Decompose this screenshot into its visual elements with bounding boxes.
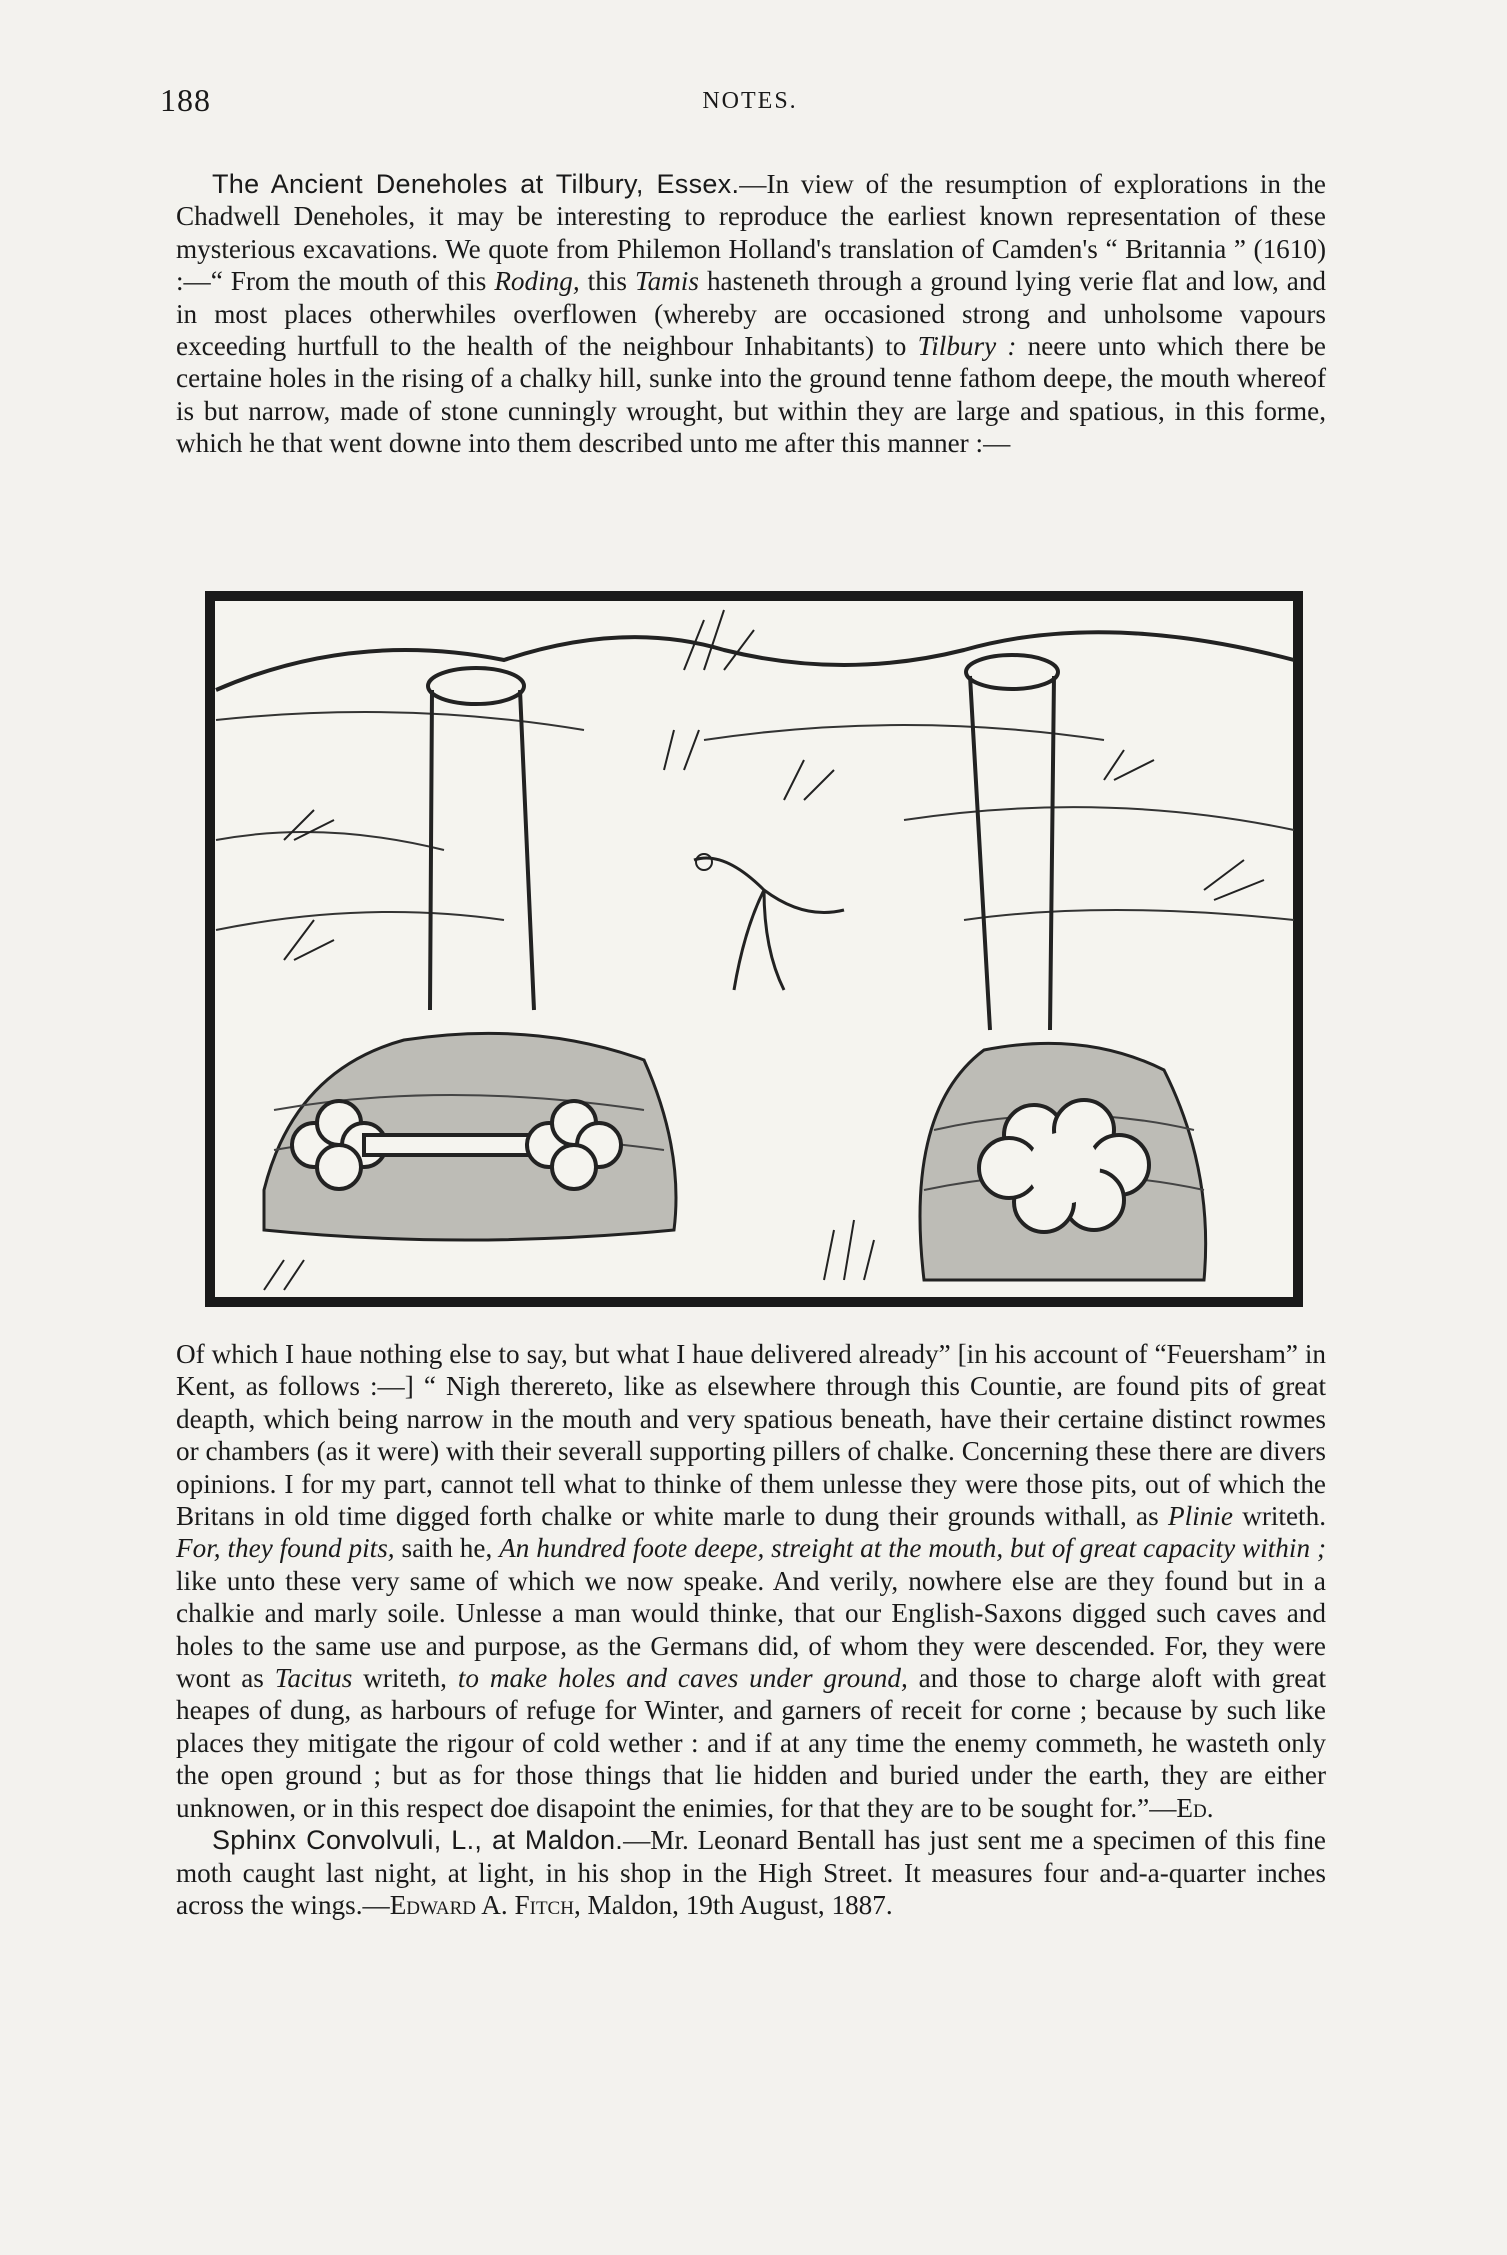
paragraph: [176, 168, 1326, 460]
page-number: 188: [160, 82, 211, 118]
woodcut-deneholes-image: [204, 590, 1304, 1308]
italic-text: For, they found pits,: [176, 1533, 395, 1564]
italic-text: Tilbury :: [917, 331, 1017, 362]
text-run: writeth,: [352, 1663, 458, 1694]
italic-text: to make holes and caves under ground,: [457, 1663, 908, 1694]
woodcut-illustration: [204, 590, 1304, 1308]
text-run: and those to charge aloft with great heapes of dung, as harbours of refuge for Winter, and garners of receit for corne ; because by such like places they mitigate the rigour of cold wether : and if at any time the enemy commeth, he wasteth only the open ground ; but as for those things that lie hidden and buried under the earth, they are either unknowen, or in this respect doe disapoint the enimies, for that they are to be sought for.”—: [176, 1663, 1326, 1823]
paragraph: [176, 1824, 1326, 1921]
text-run: like unto these very same of which we now speake. And verily, nowhere else are they found but in a chalkie and marly soile. Unlesse a man would thinke, that our English-Saxons digged such caves and holes to the same use and purpose, as the Germans did, of whom they were descended. For, they were wont as: [176, 1565, 1326, 1694]
italic-text: An hundred foote deepe, streight at the mouth, but of great capacity within ;: [499, 1533, 1327, 1564]
editor-signature: Ed.: [1176, 1792, 1214, 1823]
text-run: Maldon, 19th August, 1887.: [580, 1889, 893, 1920]
text-run: —In view of the resumption of explorations in the Chadwell Deneholes, it may be interesting to reproduce the earliest known representation of these mysterious excavations. We quote from Philemon Holland's translation of Camden's “ Britannia ” (1610) :—“ From the mouth of this: [176, 169, 1326, 297]
italic-text: Tacitus: [274, 1663, 353, 1694]
text-run: hasteneth through a ground lying verie flat and low, and in most places otherwhiles overflowen (whereby are occasioned strong and unholsome vapours exceeding hurtfull to the health of the neighbour Inhabitants) to: [176, 266, 1327, 362]
running-head: [160, 82, 1340, 122]
text-run: Of which I haue nothing else to say, but what I haue delivered already” [in his account of “Feuersham” in Kent, as follows :—] “ Nigh therereto, like as elsewhere through this Countie, are found pits of great deapth, which being narrow in the mouth and very spatious beneath, have their certaine distinct rowmes or chambers (as it were) with their severall supporting pillers of chalke. Concerning these there are divers opinions. I for my part, cannot tell what to thinke of them unlesse they were those pits, out of which the Britans in old time digged forth chalke or white marle to dung their grounds withall, as: [176, 1339, 1326, 1532]
article-deneholes-intro: [176, 168, 1326, 460]
author-name: Edward A. Fitch,: [389, 1889, 581, 1920]
article-heading: The Ancient Deneholes at Tilbury, Essex.: [212, 169, 740, 199]
text-run: neere unto which there be certaine holes in the rising of a chalky hill, sunke into the ground tenne fathom deepe, the mouth whereof is but narrow, made of stone cunningly wrought, but within they are large and spatious, in this forme, which he that went downe into them described unto me after this manner :—: [176, 331, 1326, 459]
italic-text: Tamis: [634, 266, 699, 297]
text-run: saith he,: [394, 1533, 500, 1564]
article-heading: Sphinx Convolvuli, L., at Maldon.: [212, 1825, 624, 1856]
paragraph: [176, 1338, 1326, 1824]
article-deneholes-continued: [176, 1338, 1326, 1921]
text-run: this: [579, 266, 635, 297]
text-run: —Mr. Leonard Bentall has just sent me a specimen of this fine moth caught last night, at light, in his shop in the High Street. It measures four and-a-quarter inches across the wings.—: [176, 1825, 1326, 1920]
running-title: NOTES.: [702, 88, 798, 114]
text-run: writeth.: [1232, 1501, 1326, 1532]
italic-text: Roding,: [494, 266, 580, 297]
italic-text: Plinie: [1167, 1501, 1233, 1532]
